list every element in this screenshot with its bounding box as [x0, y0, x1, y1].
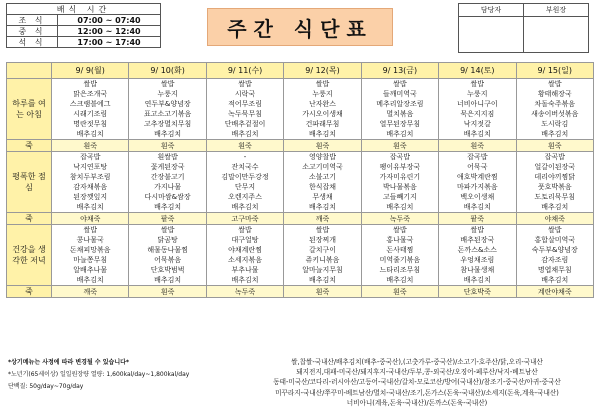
- meal-row: [7, 79, 594, 140]
- chief-sign-space: [524, 17, 589, 53]
- meal-label: 죽: [7, 140, 52, 152]
- menu-item: 데리야끼찜닭: [534, 173, 576, 181]
- menu-item: 닭곰탕: [157, 236, 178, 244]
- menu-cell: [129, 225, 206, 286]
- menu-cell: [516, 152, 593, 213]
- menu-item: 쌀밥: [393, 226, 407, 234]
- porridge-cell: 단호박죽: [439, 286, 516, 298]
- porridge-cell: 고구마죽: [206, 213, 283, 225]
- menu-item: 잡곡밥: [80, 153, 101, 161]
- menu-item: 숙두부&양념장: [531, 246, 578, 254]
- menu-item: 알마늘지무침: [302, 266, 343, 274]
- meal-time-table: [6, 3, 161, 48]
- menu-item: 쌀밥: [83, 226, 97, 234]
- menu-item: 참치두부조림: [69, 173, 111, 181]
- origin-line: 동태-미국산/코다리-러시아산/고등어-국내산/갈치-모로코산/방어(국내산)/참조기-중국산/아귀-중국산: [273, 378, 561, 387]
- menu-item: 배추김치: [231, 276, 259, 284]
- porridge-cell: 녹두죽: [361, 213, 438, 225]
- menu-item: 쥬키니볶음: [305, 256, 340, 264]
- menu-item: 멸치볶음: [386, 110, 414, 118]
- menu-item: 들깨미역국: [382, 90, 417, 98]
- menu-item: 꽃게된장국: [150, 163, 185, 171]
- meal-row: [7, 225, 594, 286]
- menu-item: 감자조림: [541, 256, 569, 264]
- menu-item: 느타리조무침: [379, 266, 421, 274]
- menu-cell: [361, 79, 438, 140]
- day-header: 9/ 10(화): [129, 63, 206, 79]
- menu-cell: [361, 225, 438, 286]
- day-header-row: [7, 63, 594, 79]
- menu-item: 쌀밥: [160, 80, 175, 88]
- day-header: 9/ 14(토): [439, 63, 516, 79]
- menu-item: 어묵볶음: [154, 256, 182, 264]
- menu-cell: [439, 79, 516, 140]
- manager-sign-space: [459, 17, 524, 53]
- menu-item: 누룽지: [467, 90, 488, 98]
- menu-cell: [206, 79, 283, 140]
- porridge-cell: 흰죽: [52, 140, 129, 152]
- menu-item: 오렌지주스: [228, 193, 262, 201]
- menu-item: -: [243, 153, 247, 161]
- menu-item: 황태해장국: [537, 90, 572, 98]
- menu-item: 새송이버섯볶음: [531, 110, 579, 118]
- porridge-cell: 흰죽: [361, 286, 438, 298]
- porridge-cell: 흰죽: [129, 286, 206, 298]
- menu-item: 쌀밥: [548, 226, 562, 234]
- menu-item: 갈치구이: [308, 246, 336, 254]
- menu-item: 누룽지: [157, 90, 178, 98]
- menu-cell: [516, 79, 593, 140]
- origin-info: [238, 357, 596, 408]
- menu-item: 소고기미역국: [302, 163, 343, 171]
- menu-item: 쌀밥: [548, 80, 562, 88]
- menu-item: 너비아니구이: [457, 100, 498, 108]
- menu-item: 마파가지볶음: [457, 183, 498, 191]
- menu-item: 명엽채무침: [537, 266, 572, 274]
- page-title: 주간 식단표: [207, 8, 393, 46]
- porridge-cell: 깨죽: [284, 213, 361, 225]
- menu-item: 배추김치: [386, 130, 414, 138]
- day-header: 9/ 9(월): [52, 63, 129, 79]
- menu-item: 건파래무침: [305, 120, 340, 128]
- menu-cell: [516, 225, 593, 286]
- menu-item: 부추나물: [231, 266, 259, 274]
- meal-label: 죽: [7, 213, 52, 225]
- day-header: 9/ 15(일): [516, 63, 593, 79]
- dinner-time: 17:00 ~ 17:40: [58, 37, 161, 48]
- day-header: 9/ 12(목): [284, 63, 361, 79]
- menu-item: 배추김치: [76, 276, 104, 284]
- menu-cell: [284, 152, 361, 213]
- menu-item: 감자채볶음: [73, 183, 108, 191]
- menu-item: 쌀밥: [160, 226, 175, 234]
- menu-item: 쌀밥: [315, 80, 330, 88]
- menu-item: 배추김치: [541, 276, 569, 284]
- menu-item: 가시오이생채: [302, 110, 343, 118]
- meal-label: 하루를 여는 아침: [7, 79, 52, 140]
- menu-item: 고들빼기지: [382, 193, 417, 201]
- menu-item: 낙지연포탕: [73, 163, 108, 171]
- weekly-menu-table: [6, 62, 594, 298]
- menu-item: 배추김치: [76, 203, 104, 211]
- menu-cell: [52, 152, 129, 213]
- menu-item: 쌀밥: [83, 80, 97, 88]
- menu-item: 애호박계란찜: [457, 173, 498, 181]
- menu-item: 스크램블에그: [69, 100, 111, 108]
- menu-item: 무생채: [312, 193, 333, 201]
- menu-item: 녹두묵무침: [228, 110, 262, 118]
- menu-item: 간장불고기: [150, 173, 185, 181]
- menu-item: 배추김치: [231, 130, 259, 138]
- origin-line: 미꾸라지-국내산/쭈꾸미-베트남산/멸치-국내산/조기,돈가스(돈육-국내산)/소세지(돈육,계육-국내산): [275, 388, 559, 397]
- meal-label: 평폭한 점심: [7, 152, 52, 213]
- menu-item: 잡곡밥: [467, 153, 488, 161]
- porridge-cell: 흰죽: [129, 140, 206, 152]
- porridge-cell: 야채죽: [52, 213, 129, 225]
- menu-item: 우엉채조림: [460, 256, 495, 264]
- menu-cell: [52, 225, 129, 286]
- chief-label: 부원장: [524, 4, 589, 17]
- porridge-cell: 흰죽: [206, 140, 283, 152]
- menu-item: 누룽지: [312, 90, 333, 98]
- approval-box: [458, 3, 589, 53]
- porridge-cell: 팥죽: [129, 213, 206, 225]
- menu-cell: [439, 225, 516, 286]
- menu-item: 단호박범벅: [150, 266, 185, 274]
- notes-energy: *노년기(65세이상) 일일원장량 열량: 1,600kal/day~1,800kal/day: [8, 371, 190, 378]
- menu-item: 단배추겉절이: [224, 120, 266, 128]
- menu-item: 배추김치: [154, 203, 182, 211]
- menu-item: 차돌숙주볶음: [534, 100, 576, 108]
- menu-item: 소불고기: [308, 173, 336, 181]
- menu-item: 묵은지지짐: [460, 110, 495, 118]
- corner-cell: [7, 63, 52, 79]
- menu-item: 쌀밥: [470, 80, 485, 88]
- menu-item: 배추김치: [386, 276, 414, 284]
- porridge-cell: 흰죽: [284, 140, 361, 152]
- menu-item: 알배추나물: [73, 266, 108, 274]
- menu-item: 한식잡채: [308, 183, 336, 191]
- menu-item: 해물동나물찜: [147, 246, 188, 254]
- meal-label: 건강을 생각한 저녁: [7, 225, 52, 286]
- menu-item: 쌀밥: [238, 80, 252, 88]
- porridge-cell: 녹두죽: [206, 286, 283, 298]
- menu-item: 잡곡밥: [544, 153, 565, 161]
- menu-item: 배추김치: [541, 130, 569, 138]
- menu-item: 배추된장국: [460, 236, 495, 244]
- porridge-cell: 흰죽: [439, 140, 516, 152]
- menu-item: 단무지: [234, 183, 256, 191]
- menu-item: 잔치국수: [231, 163, 259, 171]
- porridge-row: [7, 140, 594, 152]
- menu-item: 돈사태찜: [386, 246, 414, 254]
- day-header: 9/ 11(수): [206, 63, 283, 79]
- menu-item: 다시마쌈&쌈장: [144, 193, 191, 201]
- menu-item: 메추리알장조림: [376, 100, 424, 108]
- menu-item: 가자미유린기: [379, 173, 421, 181]
- origin-line: 너비아니(계육,돈육-국내산)/돈까스(돈육-국내산): [346, 398, 488, 407]
- lunch-label: 중 식: [7, 26, 58, 37]
- menu-item: 쌀밥: [315, 226, 330, 234]
- menu-item: 쌀밥: [470, 226, 485, 234]
- menu-item: 백오이생채: [460, 193, 495, 201]
- menu-item: 홍합살미역국: [534, 236, 576, 244]
- menu-cell: [284, 79, 361, 140]
- menu-item: 배추김치: [308, 203, 336, 211]
- breakfast-label: 조 식: [7, 15, 58, 26]
- menu-cell: [361, 152, 438, 213]
- porridge-cell: 야채죽: [516, 213, 593, 225]
- menu-cell: [129, 152, 206, 213]
- menu-item: 배추김치: [76, 130, 104, 138]
- menu-item: 배추김치: [154, 130, 182, 138]
- menu-item: 배추김치: [463, 276, 491, 284]
- manager-label: 담당자: [459, 4, 524, 17]
- menu-item: 소세지볶음: [228, 256, 262, 264]
- menu-item: 팽이유부장국: [379, 163, 421, 171]
- origin-line: 돼지전지,대패-미국산/돼지후지-국내산/두부,콩-외국산/오징어-페루산/낙지-베트남산: [296, 368, 538, 377]
- menu-item: 박나물볶음: [382, 183, 417, 191]
- menu-cell: [206, 225, 283, 286]
- meal-label: 죽: [7, 286, 52, 298]
- menu-item: 마늘쫑무침: [73, 256, 108, 264]
- porridge-cell: 깨죽: [52, 286, 129, 298]
- notes-protein: 단백질: 50g/day~70g/day: [8, 383, 84, 390]
- menu-item: 도시락김: [541, 120, 569, 128]
- menu-item: 난자완스: [308, 100, 336, 108]
- menu-item: 맑은조개국: [73, 90, 108, 98]
- menu-item: 배추김치: [308, 130, 336, 138]
- meal-row: [7, 152, 594, 213]
- menu-item: 콩나물국: [76, 236, 104, 244]
- menu-item: 시락국: [234, 90, 256, 98]
- menu-item: 연두부&양념장: [144, 100, 191, 108]
- menu-item: 김말이만두강정: [221, 173, 269, 181]
- menu-item: 얼갈이된장국: [534, 163, 576, 171]
- porridge-row: [7, 213, 594, 225]
- menu-item: 적어무조림: [228, 100, 262, 108]
- menu-item: 배추김치: [541, 203, 569, 211]
- porridge-row: [7, 286, 594, 298]
- menu-item: 돈채피망볶음: [69, 246, 111, 254]
- menu-item: 배추김치: [231, 203, 259, 211]
- breakfast-time: 07:00 ~ 07:40: [58, 15, 161, 26]
- menu-item: 가지나물: [154, 183, 182, 191]
- menu-cell: [284, 225, 361, 286]
- menu-item: 된장깻잎지: [73, 193, 108, 201]
- menu-cell: [439, 152, 516, 213]
- porridge-cell: 흰죽: [284, 286, 361, 298]
- menu-item: 홍나물국: [386, 236, 414, 244]
- menu-item: 영양찰밥: [308, 153, 336, 161]
- origin-line: 쌀,찹쌀-국내산/배추김치(배추-중국산),(고춧가루-중국산)/소고기-호주산/닭,오리-국내산: [291, 358, 543, 366]
- porridge-cell: 팥죽: [439, 213, 516, 225]
- porridge-cell: 계란야채죽: [516, 286, 593, 298]
- menu-item: 배추김치: [463, 130, 491, 138]
- menu-item: 배추김치: [386, 203, 414, 211]
- menu-item: 된장찌개: [308, 236, 336, 244]
- notes-change-warning: *상기메뉴는 사정에 따라 변경될 수 있습니다*: [8, 359, 130, 366]
- porridge-cell: 흰죽: [516, 140, 593, 152]
- menu-item: 시래기조림: [73, 110, 108, 118]
- menu-item: 잡곡밥: [389, 153, 411, 161]
- menu-item: 배추김치: [463, 203, 491, 211]
- menu-item: 풋호박볶음: [537, 183, 572, 191]
- menu-cell: [52, 79, 129, 140]
- porridge-cell: 흰죽: [361, 140, 438, 152]
- menu-item: 쌀밥: [238, 226, 252, 234]
- menu-item: 명란젓무침: [73, 120, 108, 128]
- dinner-label: 석 식: [7, 37, 58, 48]
- day-header: 9/ 13(금): [361, 63, 438, 79]
- meal-time-header: 배식 시간: [7, 4, 161, 15]
- menu-item: 배추김치: [154, 276, 182, 284]
- notes: [8, 357, 228, 393]
- menu-cell: [129, 79, 206, 140]
- menu-item: 낙지젓갈: [463, 120, 491, 128]
- menu-item: 어묵국: [467, 163, 488, 171]
- menu-item: 열무된장무침: [379, 120, 421, 128]
- menu-item: 표고소고기볶음: [143, 110, 192, 118]
- menu-item: 쌀밥: [393, 80, 407, 88]
- menu-item: 야채계란찜: [228, 246, 262, 254]
- menu-item: 돈까스&소스: [457, 246, 497, 254]
- menu-item: 참나물생채: [460, 266, 495, 274]
- menu-item: 미역줄기볶음: [379, 256, 421, 264]
- menu-item: 도토리묵무침: [534, 193, 576, 201]
- menu-cell: [206, 152, 283, 213]
- menu-item: 대구얼탕: [231, 236, 259, 244]
- menu-item: 배추김치: [308, 276, 336, 284]
- lunch-time: 12:00 ~ 12:40: [58, 26, 161, 37]
- menu-item: 흰쌀밥: [157, 153, 178, 161]
- menu-item: 고추장멸치무침: [143, 120, 192, 128]
